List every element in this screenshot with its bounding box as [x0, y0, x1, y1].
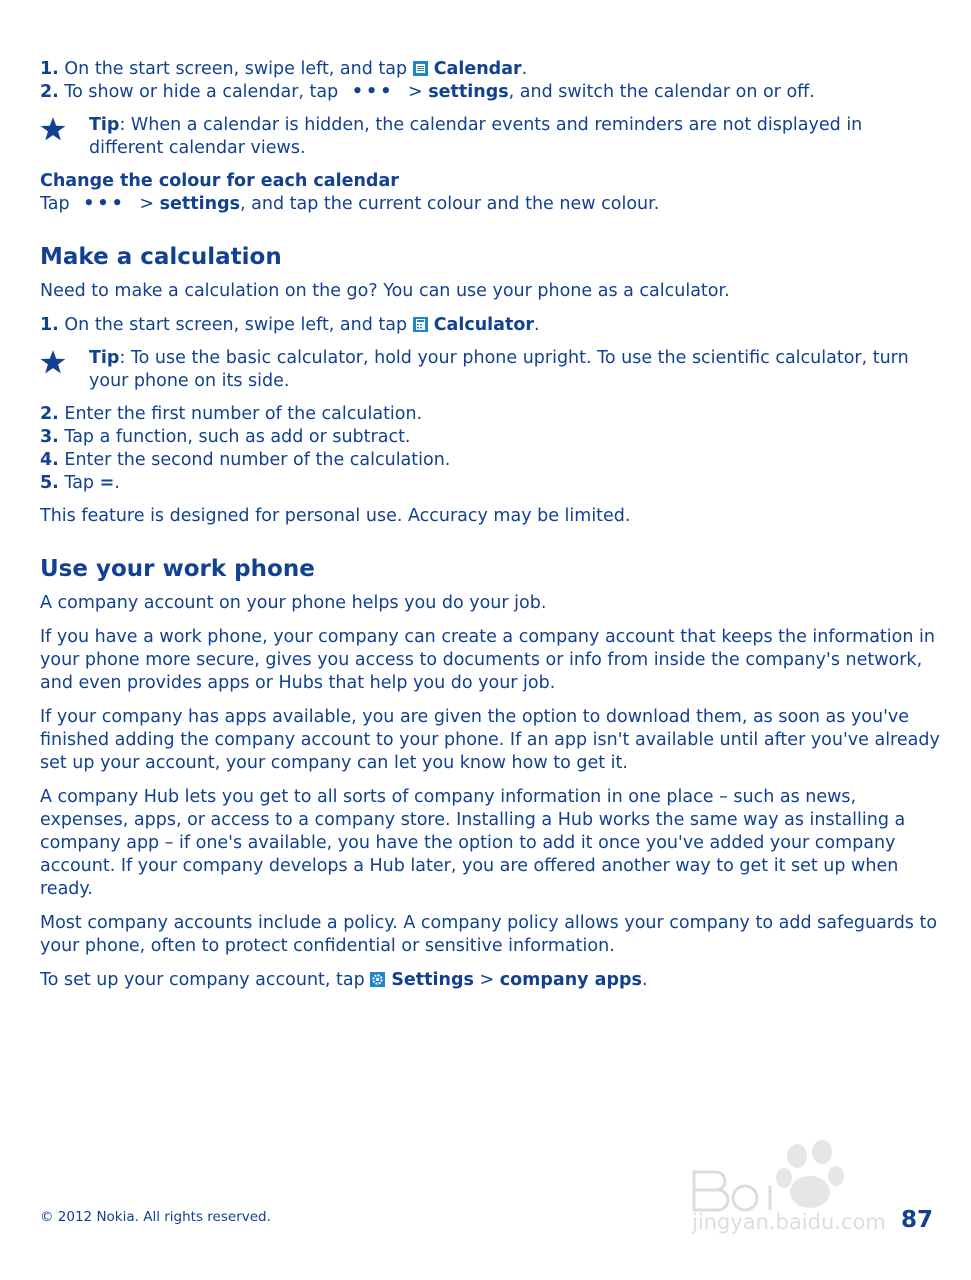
manual-page [40, 58, 940, 1003]
work-paragraph-1: A company account on your phone helps you do your job. [40, 593, 547, 613]
colour-heading: Change the colour for each calendar [40, 171, 399, 191]
calc-step-1: 1. On the start screen, swipe left, and tap Calculator. [40, 315, 540, 335]
calc-intro: Need to make a calculation on the go? You can use your phone as a calculator. [40, 281, 730, 301]
page-number: 87 [901, 1207, 934, 1233]
calc-step-2: 2. Enter the first number of the calculation. [40, 404, 423, 424]
settings-icon [370, 972, 385, 987]
step-2: 2. To show or hide a calendar, tap ••• > settings, and switch the calendar on or off. [40, 82, 815, 102]
watermark-url: jingyan.baidu.com [692, 1210, 886, 1234]
calc-steps [40, 403, 940, 495]
star-icon [40, 349, 66, 375]
calc-step-3: 3. Tap a function, such as add or subtract. [40, 427, 411, 447]
work-paragraph-6: To set up your company account, tap Settings > company apps. [40, 970, 648, 990]
more-dots-icon: ••• [351, 82, 395, 102]
calendar-steps [40, 58, 940, 104]
work-paragraph-3: If your company has apps available, you are given the option to download them, as soon as you've finished adding the company account to your phone. If an app isn't available until after you've already set up your account, your company can let you know how to get it. [40, 707, 940, 773]
tip-calendar: Tip: When a calendar is hidden, the calendar events and reminders are not displayed in different calendar views. [40, 114, 940, 160]
calendar-icon [413, 61, 428, 76]
work-paragraph-2: If you have a work phone, your company can create a company account that keeps the information in your phone more secure, gives you access to documents or info from inside the company's network, and even provides apps or Hubs that help you do your job. [40, 627, 935, 693]
star-icon [40, 116, 66, 142]
work-heading: Use your work phone [40, 556, 315, 582]
tip-calculator: Tip: To use the basic calculator, hold your phone upright. To use the scientific calculator, turn your phone on its side. [40, 347, 940, 393]
calc-step-4: 4. Enter the second number of the calculation. [40, 450, 451, 470]
copyright: © 2012 Nokia. All rights reserved. [40, 1209, 271, 1225]
work-paragraph-5: Most company accounts include a policy. A company policy allows your company to add safeguards to your phone, often to protect confidential or sensitive information. [40, 913, 938, 956]
calc-note: This feature is designed for personal use. Accuracy may be limited. [40, 506, 631, 526]
calculator-icon [413, 317, 428, 332]
work-paragraph-4: A company Hub lets you get to all sorts of company information in one place – such as news, expenses, apps, or access to a company store. Installing a Hub works the same way as installing a company app – if one's available, you have the option to add it once you've added your company account. If your company develops a Hub later, you are offered another way to get it set up when ready. [40, 787, 906, 899]
step-1: 1. On the start screen, swipe left, and tap Calendar. [40, 59, 528, 79]
colour-section: Change the colour for each calendar Tap ••• > settings, and tap the current colour and the new colour. [40, 170, 940, 216]
more-dots-icon: ••• [83, 194, 126, 214]
calc-step-5: 5. Tap =. [40, 473, 120, 493]
calc-heading: Make a calculation [40, 244, 282, 270]
